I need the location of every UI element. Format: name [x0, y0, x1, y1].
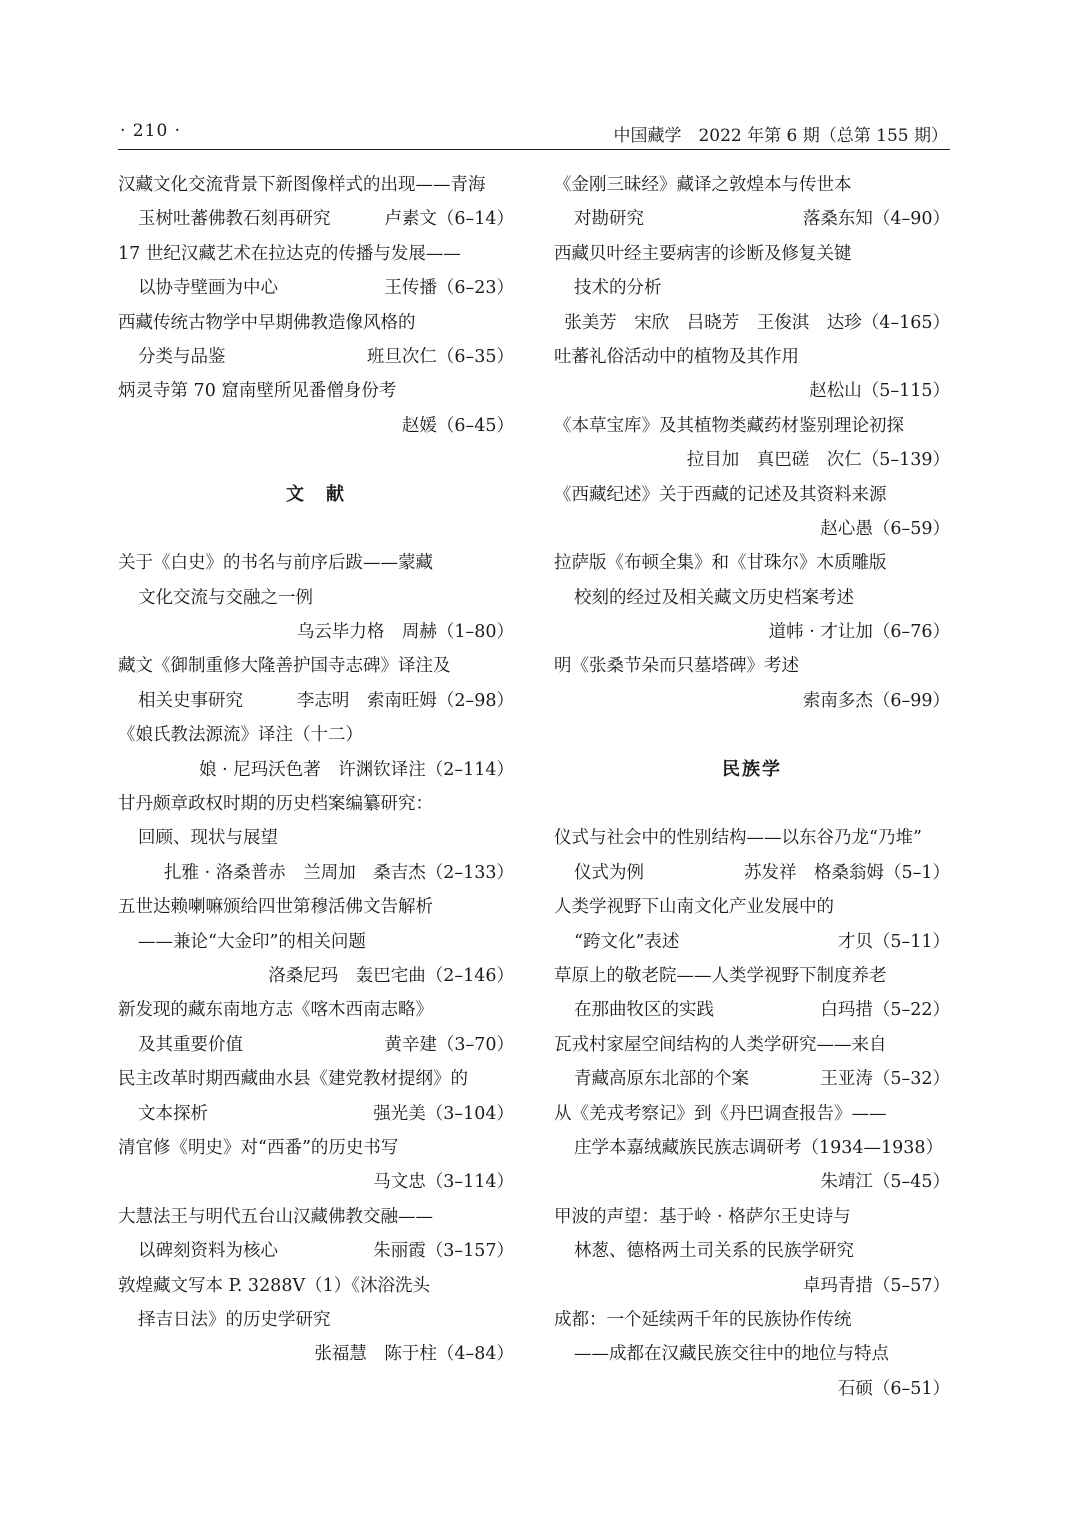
- toc-line: [554, 512, 950, 546]
- toc-line: [554, 959, 950, 993]
- article-title: 清官修《明史》对“西番”的历史书写: [118, 1137, 399, 1158]
- toc-line: [118, 202, 514, 236]
- article-author: 班旦次仁（6–35）: [366, 346, 514, 367]
- toc-line: [118, 1097, 514, 1131]
- toc-line: [554, 409, 950, 443]
- article-title: 西藏贝叶经主要病害的诊断及修复关键: [554, 243, 852, 264]
- toc-line: [554, 1303, 950, 1337]
- article-title: ——兼论“大金印”的相关问题: [138, 931, 366, 952]
- article-title: 人类学视野下山南文化产业发展中的: [554, 897, 834, 918]
- article-author: 马文忠（3–114）: [373, 1172, 514, 1193]
- section-title: 民族学: [722, 758, 782, 780]
- toc-line: [118, 718, 514, 752]
- toc-line: [554, 1372, 950, 1406]
- article-title: 《西藏纪述》关于西藏的记述及其资料来源: [554, 484, 887, 505]
- page-number: · 210 ·: [120, 121, 182, 141]
- article-author: 卢素文（6–14）: [384, 209, 514, 230]
- toc-line: [118, 1337, 514, 1371]
- article-title: 林葱、德格两土司关系的民族学研究: [574, 1241, 854, 1262]
- article-author: 赵媛（6–45）: [401, 415, 514, 436]
- article-title: 以协寺壁画为中心: [138, 278, 278, 299]
- toc-line: [554, 856, 950, 890]
- toc-line: [554, 202, 950, 236]
- section-title: 文 献: [286, 483, 346, 505]
- toc-line: [118, 1062, 514, 1096]
- article-title: 从《羌戎考察记》到《丹巴调查报告》——: [554, 1103, 887, 1124]
- toc-line: [118, 1028, 514, 1062]
- article-author: 黄辛建（3–70）: [384, 1034, 514, 1055]
- article-author: 强光美（3–104）: [373, 1103, 514, 1124]
- toc-line: [118, 856, 514, 890]
- article-author: 石硕（6–51）: [837, 1378, 950, 1399]
- article-title: 以碑刻资料为核心: [138, 1241, 278, 1262]
- article-title: 分类与品鉴: [138, 346, 226, 367]
- toc-line: [118, 581, 514, 615]
- article-title: 吐蕃礼俗活动中的植物及其作用: [554, 346, 799, 367]
- toc-line: [118, 959, 514, 993]
- toc-line: [554, 1269, 950, 1303]
- toc-line: [554, 1200, 950, 1234]
- article-title: 汉藏文化交流背景下新图像样式的出现——青海: [118, 175, 486, 195]
- article-title: 成都：一个延续两千年的民族协作传统: [554, 1309, 852, 1330]
- toc-line: [554, 546, 950, 580]
- article-author: 张福慧 陈于柱（4–84）: [314, 1344, 514, 1365]
- section-heading: [118, 478, 514, 512]
- article-author: 索南多杰（6–99）: [802, 690, 950, 711]
- toc-line: [118, 787, 514, 821]
- toc-line: [118, 1200, 514, 1234]
- toc-line: [554, 168, 950, 202]
- toc-line: [118, 1303, 514, 1337]
- toc-line: [554, 890, 950, 924]
- article-title: ——成都在汉藏民族交往中的地位与特点: [574, 1344, 889, 1365]
- article-title: 17 世纪汉藏艺术在拉达克的传播与发展——: [118, 243, 461, 264]
- blank-line: [554, 718, 950, 752]
- toc-line: [554, 1028, 950, 1062]
- article-author: 朱靖江（5–45）: [820, 1172, 950, 1193]
- toc-line: [554, 237, 950, 271]
- toc-line: [118, 684, 514, 718]
- toc-line: [554, 649, 950, 683]
- toc-line: [118, 168, 514, 202]
- toc-line: [118, 546, 514, 580]
- article-author: 赵心愚（6–59）: [820, 518, 950, 539]
- article-title: 关于《白史》的书名与前序后跋——蒙藏: [118, 553, 433, 574]
- article-author: 朱丽霞（3–157）: [373, 1241, 514, 1262]
- article-title: 《金刚三昧经》藏译之敦煌本与传世本: [554, 175, 852, 195]
- blank-line: [118, 512, 514, 546]
- toc-line: [554, 443, 950, 477]
- article-title: 《本草宝库》及其植物类藏药材鉴别理论初探: [554, 415, 904, 436]
- toc-line: [118, 925, 514, 959]
- article-title: 拉萨版《布顿全集》和《甘珠尔》木质雕版: [554, 553, 887, 574]
- toc-line: [554, 684, 950, 718]
- toc-line: [554, 306, 950, 340]
- article-title: 《娘氏教法源流》译注（十二）: [118, 725, 363, 746]
- toc-line: [554, 925, 950, 959]
- article-author: 赵松山（5–115）: [809, 381, 950, 402]
- article-title: 玉树吐蕃佛教石刻再研究: [138, 209, 331, 230]
- article-title: 甲波的声望：基于岭 · 格萨尔王史诗与: [554, 1206, 851, 1227]
- toc-line: [554, 1337, 950, 1371]
- toc-line: [118, 409, 514, 443]
- article-title: 校刻的经过及相关藏文历史档案考述: [574, 587, 854, 608]
- toc-line: [554, 374, 950, 408]
- article-author: 落桑东知（4–90）: [802, 209, 950, 230]
- blank-line: [554, 787, 950, 821]
- toc-line: [118, 615, 514, 649]
- article-title: 五世达赖喇嘛颁给四世第穆活佛文告解析: [118, 897, 433, 918]
- article-title: “跨文化”表述: [574, 931, 680, 952]
- toc-line: [118, 340, 514, 374]
- article-title: 技术的分析: [574, 278, 662, 299]
- article-title: 瓦戎村家屋空间结构的人类学研究——来自: [554, 1034, 887, 1055]
- article-title: 草原上的敬老院——人类学视野下制度养老: [554, 965, 887, 986]
- article-title: 民主改革时期西藏曲水县《建党教材提纲》的: [118, 1069, 468, 1090]
- article-author: 李志明 索南旺姆（2–98）: [296, 690, 514, 711]
- article-title: 大慧法王与明代五台山汉藏佛教交融——: [118, 1206, 433, 1227]
- article-title: 炳灵寺第 70 窟南壁所见番僧身份考: [118, 381, 397, 402]
- article-title: 庄学本嘉绒藏族民族志调研考（1934—1938）: [574, 1137, 944, 1158]
- article-title: 新发现的藏东南地方志《喀木西南志略》: [118, 1000, 433, 1021]
- toc-line: [554, 1062, 950, 1096]
- toc-line: [554, 271, 950, 305]
- toc-line: [118, 1131, 514, 1165]
- toc-line: [118, 753, 514, 787]
- article-title: 在那曲牧区的实践: [574, 1000, 714, 1021]
- article-title: 甘丹颇章政权时期的历史档案编纂研究：: [118, 794, 433, 815]
- article-title: 仪式与社会中的性别结构——以东谷乃龙“乃堆”: [554, 828, 922, 849]
- toc-line: [554, 821, 950, 855]
- toc-line: [554, 1097, 950, 1131]
- article-author: 拉目加 真巴磋 次仁（5–139）: [686, 450, 950, 471]
- toc-line: [118, 374, 514, 408]
- toc-line: [554, 478, 950, 512]
- toc-line: [554, 1234, 950, 1268]
- left-column: [118, 168, 514, 1372]
- toc-line: [554, 581, 950, 615]
- toc-line: [118, 271, 514, 305]
- article-author: 才贝（5–11）: [837, 931, 950, 952]
- article-title: 西藏传统古物学中早期佛教造像风格的: [118, 312, 416, 333]
- toc-line: [118, 1269, 514, 1303]
- toc-line: [554, 615, 950, 649]
- article-title: 仪式为例: [574, 862, 644, 883]
- toc-line: [554, 1131, 950, 1165]
- article-title: 文化交流与交融之一例: [138, 587, 313, 608]
- toc-line: [118, 1234, 514, 1268]
- article-author: 王亚涛（5–32）: [820, 1069, 950, 1090]
- blank-line: [118, 443, 514, 477]
- article-title: 相关史事研究: [138, 690, 243, 711]
- journal-issue: 中国藏学 2022 年第 6 期（总第 155 期）: [613, 126, 948, 146]
- article-author: 白玛措（5–22）: [820, 1000, 950, 1021]
- article-title: 回顾、现状与展望: [138, 828, 278, 849]
- article-author: 道帏 · 才让加（6–76）: [768, 622, 950, 643]
- article-title: 对勘研究: [574, 209, 644, 230]
- toc-line: [554, 993, 950, 1027]
- article-title: 敦煌藏文写本 P. 3288V（1）《沐浴洗头: [118, 1275, 430, 1296]
- article-title: 青藏高原东北部的个案: [574, 1069, 749, 1090]
- toc-line: [118, 306, 514, 340]
- article-title: 及其重要价值: [138, 1034, 243, 1055]
- toc-line: [118, 821, 514, 855]
- toc-line: [554, 1165, 950, 1199]
- toc-line: [118, 1165, 514, 1199]
- toc-line: [118, 237, 514, 271]
- toc-line: [118, 890, 514, 924]
- toc-line: [554, 340, 950, 374]
- article-author: 乌云毕力格 周赫（1–80）: [296, 622, 514, 643]
- article-author: 娘 · 尼玛沃色著 许渊钦译注（2–114）: [199, 759, 514, 780]
- article-title: 明《张桑节朵而只墓塔碑》考述: [554, 656, 799, 677]
- article-author: 苏发祥 格桑翁姆（5–1）: [743, 862, 950, 883]
- article-title: 择吉日法》的历史学研究: [138, 1309, 331, 1330]
- article-author: 王传播（6–23）: [384, 278, 514, 299]
- toc-line: [118, 993, 514, 1027]
- toc-line: [118, 649, 514, 683]
- right-column: [554, 168, 950, 1406]
- article-author: 张美芳 宋欣 吕晓芳 王俊淇 达珍（4–165）: [564, 312, 950, 333]
- article-author: 扎雅 · 洛桑普赤 兰周加 桑吉杰（2–133）: [164, 862, 514, 883]
- article-title: 文本探析: [138, 1103, 208, 1124]
- article-author: 卓玛青措（5–57）: [802, 1275, 950, 1296]
- page-header: [118, 119, 950, 150]
- article-title: 藏文《御制重修大隆善护国寺志碑》译注及: [118, 656, 451, 677]
- section-heading: [554, 753, 950, 787]
- article-author: 洛桑尼玛 轰巴宅曲（2–146）: [268, 965, 514, 986]
